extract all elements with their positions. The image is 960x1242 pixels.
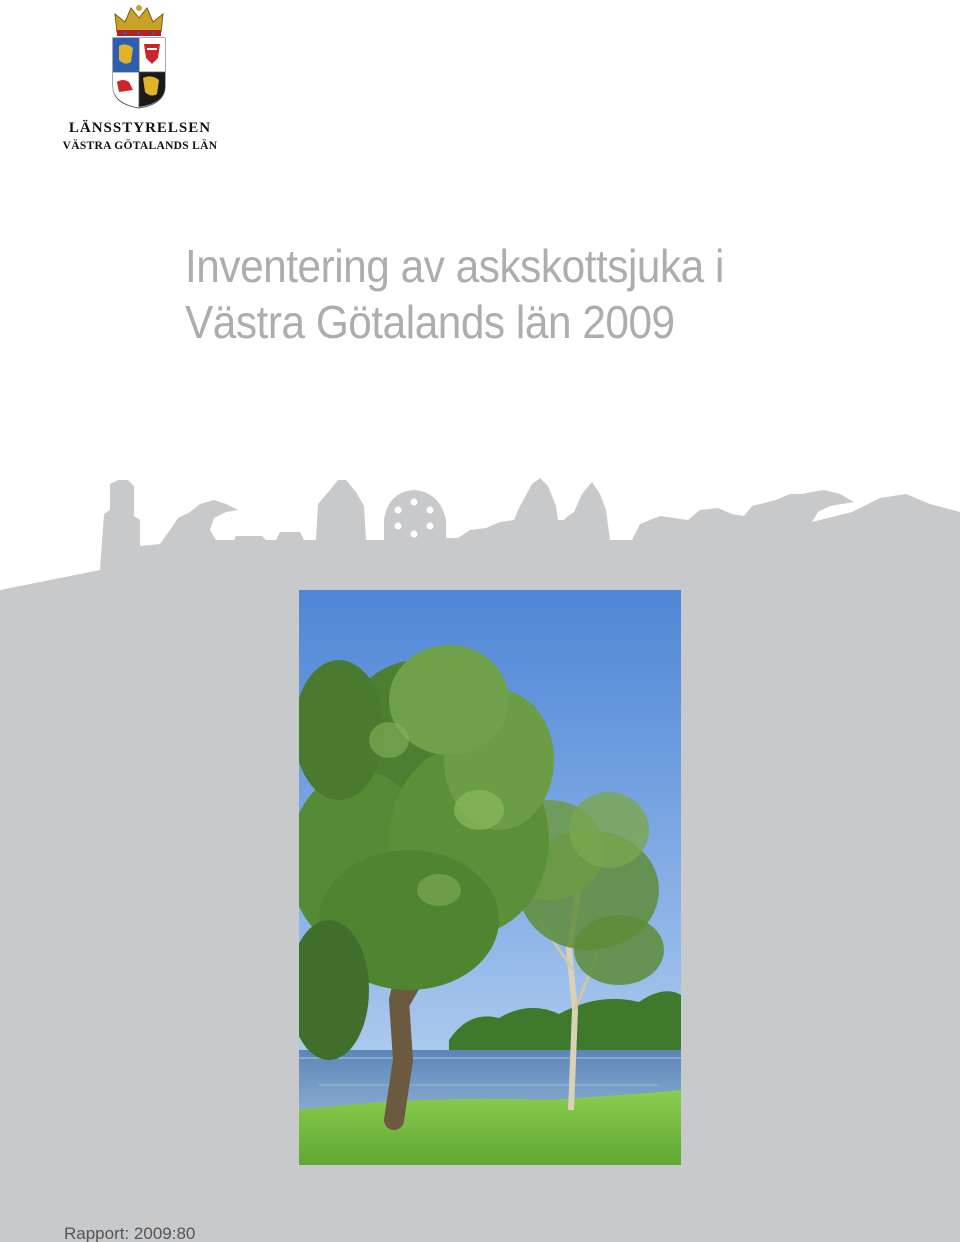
- report-title: [185, 238, 724, 350]
- report-number: Rapport: 2009:80: [64, 1224, 196, 1242]
- report-title-line-1: Inventering av askskottsjuka i: [185, 240, 724, 292]
- photo-illustration: [299, 590, 681, 1165]
- lansstyrelsen-logo: [55, 0, 225, 160]
- report-title-line-2: Västra Götalands län 2009: [185, 296, 675, 348]
- logo-org-name: LÄNSSTYRELSEN: [68, 120, 212, 136]
- cover-photo-ash-trees: [299, 590, 681, 1165]
- logo-region-name: VÄSTRA GÖTALANDS LÄN: [62, 140, 218, 152]
- coat-of-arms-icon: [107, 2, 171, 110]
